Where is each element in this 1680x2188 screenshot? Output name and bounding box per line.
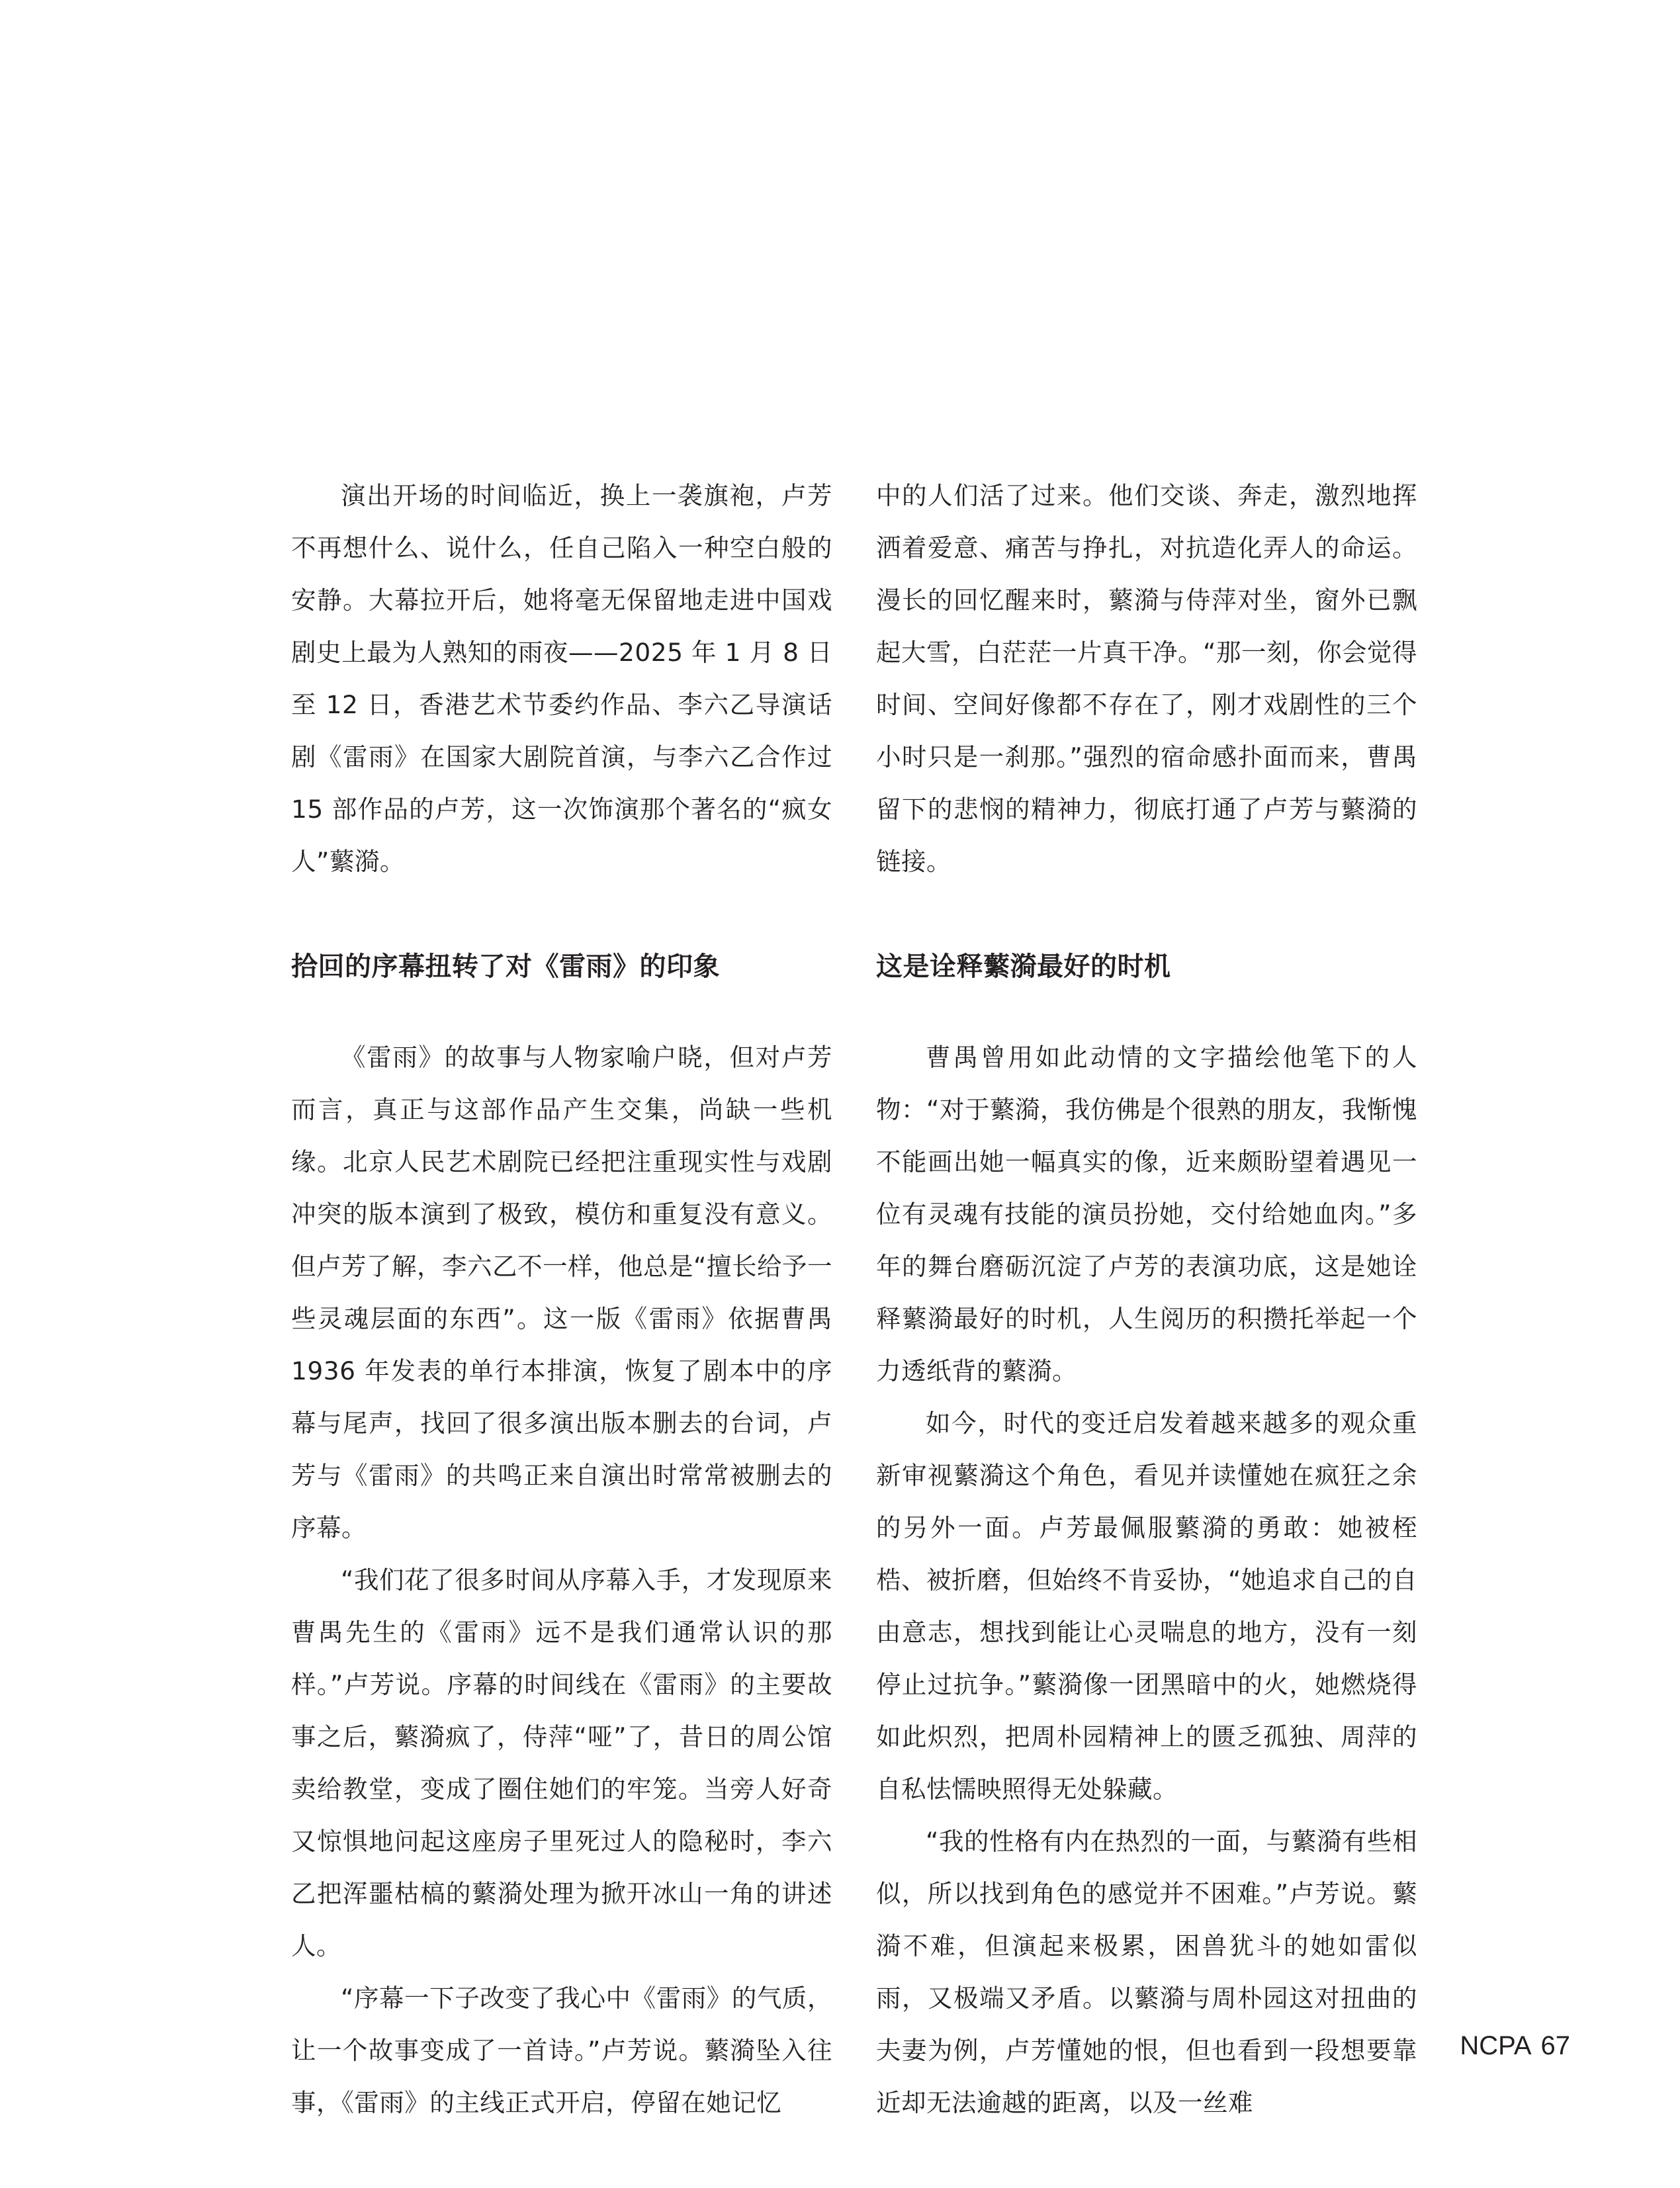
body-paragraph: 如今，时代的变迁启发着越来越多的观众重新审视蘩漪这个角色，看见并读懂她在疯狂之余的另外一面。卢芳最佩服蘩漪的勇敢：她被桎梏、被折磨，但始终不肯妥协，“她追求自己的自由意志，想找到能让心灵喘息的地方，没有一刻停止过抗争。”蘩漪像一团黑暗中的火，她燃烧得如此炽烈，把周朴园精神上的匮乏孤独、周萍的自私怯懦映照得无处躲藏。	[876, 1409, 1417, 1804]
section-heading-prologue: 拾回的序幕扭转了对《雷雨》的印象	[291, 951, 720, 982]
continuation-paragraph: 中的人们活了过来。他们交谈、奔走，激烈地挥洒着爱意、痛苦与挣扎，对抗造化弄人的命运。漫长的回忆醒来时，蘩漪与侍萍对坐，窗外已飘起大雪，白茫茫一片真干净。“那一刻，你会觉得时间、空间好像都不存在了，刚才戏剧性的三个小时只是一刹那。”强烈的宿命感扑面而来，曹禺留下的悲悯的精神力，彻底打通了卢芳与蘩漪的链接。	[876, 481, 1417, 876]
body-paragraph: 曹禺曾用如此动情的文字描绘他笔下的人物：“对于蘩漪，我仿佛是个很熟的朋友，我惭愧不能画出她一幅真实的像，近来颇盼望着遇见一位有灵魂有技能的演员扮她，交付给她血肉。”多年的舞台磨砺沉淀了卢芳的表演功底，这是她诠释蘩漪最好的时机，人生阅历的积攒托举起一个力透纸背的蘩漪。	[876, 1043, 1417, 1385]
section-heading-best-time: 这是诠释蘩漪最好的时机	[876, 951, 1171, 982]
body-paragraph: “我的性格有内在热烈的一面，与蘩漪有些相似，所以找到角色的感觉并不困难。”卢芳说。蘩漪不难，但演起来极累，困兽犹斗的她如雷似雨，又极端又矛盾。以蘩漪与周朴园这对扭曲的夫妻为例，卢芳懂她的恨，但也看到一段想要靠近却无法逾越的距离，以及一丝难	[876, 1827, 1417, 2117]
body-paragraph: 《雷雨》的故事与人物家喻户晓，但对卢芳而言，真正与这部作品产生交集，尚缺一些机缘。北京人民艺术剧院已经把注重现实性与戏剧冲突的版本演到了极致，模仿和重复没有意义。但卢芳了解，李六乙不一样，他总是“擅长给予一些灵魂层面的东西”。这一版《雷雨》依据曹禺 1936 年发表的单行本排演，恢复了剧本中的序幕与尾声，找回了很多演出版本删去的台词，卢芳与《雷雨》的共鸣正来自演出时常常被删去的序幕。	[291, 1043, 832, 1542]
magazine-name: NCPA	[1460, 2031, 1532, 2060]
page-footer	[1460, 2031, 1570, 2061]
body-paragraph: “我们花了很多时间从序幕入手，才发现原来曹禺先生的《雷雨》远不是我们通常认识的那样。”卢芳说。序幕的时间线在《雷雨》的主要故事之后，蘩漪疯了，侍萍“哑”了，昔日的周公馆卖给教堂，变成了圈住她们的牢笼。当旁人好奇又惊惧地问起这座房子里死过人的隐秘时，李六乙把浑噩枯槁的蘩漪处理为掀开冰山一角的讲述人。	[291, 1565, 832, 1960]
left-column	[291, 470, 832, 2129]
intro-paragraph: 演出开场的时间临近，换上一袭旗袍，卢芳不再想什么、说什么，任自己陷入一种空白般的安静。大幕拉开后，她将毫无保留地走进中国戏剧史上最为人熟知的雨夜——2025 年 1 月 8 日至 12 日，香港艺术节委约作品、李六乙导演话剧《雷雨》在国家大剧院首演，与李六乙合作过 15 部作品的卢芳，这一次饰演那个著名的“疯女人”蘩漪。	[291, 481, 832, 876]
body-paragraph: “序幕一下子改变了我心中《雷雨》的气质，让一个故事变成了一首诗。”卢芳说。蘩漪坠入往事，《雷雨》的主线正式开启，停留在她记忆	[291, 1984, 832, 2117]
right-column	[876, 470, 1417, 2129]
page-number: 67	[1540, 2031, 1570, 2060]
